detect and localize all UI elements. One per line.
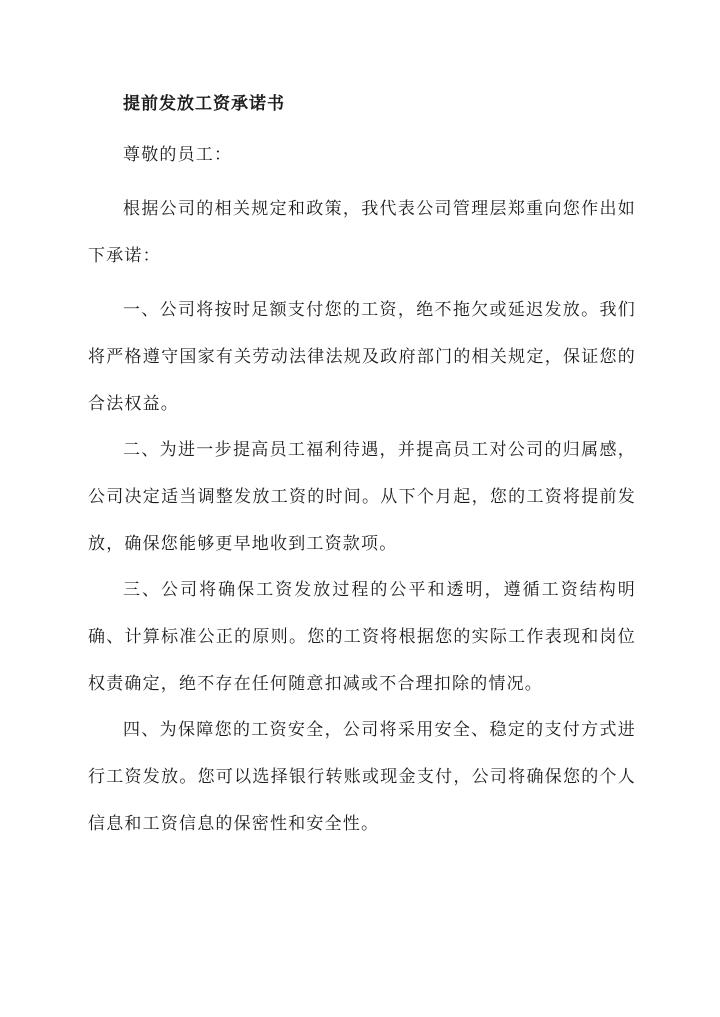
commitment-item-2: 二、为进一步提高员工福利待遇，并提高员工对公司的归属感，公司决定适当调整发放工资的时间。从下个月起，您的工资将提前发放，确保您能够更早地收到工资款项。 — [88, 440, 636, 554]
commitment-item-1: 一、公司将按时足额支付您的工资，绝不拖欠或延迟发放。我们将严格遵守国家有关劳动法律法规及政府部门的相关规定，保证您的合法权益。 — [88, 300, 636, 414]
intro-paragraph: 根据公司的相关规定和政策，我代表公司管理层郑重向您作出如下承诺： — [88, 199, 636, 266]
greeting-paragraph: 尊敬的员工： — [123, 145, 233, 165]
document-title: 提前发放工资承诺书 — [123, 94, 285, 114]
commitment-item-4: 四、为保障您的工资安全，公司将采用安全、稳定的支付方式进行工资发放。您可以选择银行转账或现金支付，公司将确保您的个人信息和工资信息的保密性和安全性。 — [88, 720, 636, 834]
commitment-item-3: 三、公司将确保工资发放过程的公平和透明，遵循工资结构明确、计算标准公正的原则。您的工资将根据您的实际工作表现和岗位权责确定，绝不存在任何随意扣减或不合理扣除的情况。 — [88, 580, 636, 694]
